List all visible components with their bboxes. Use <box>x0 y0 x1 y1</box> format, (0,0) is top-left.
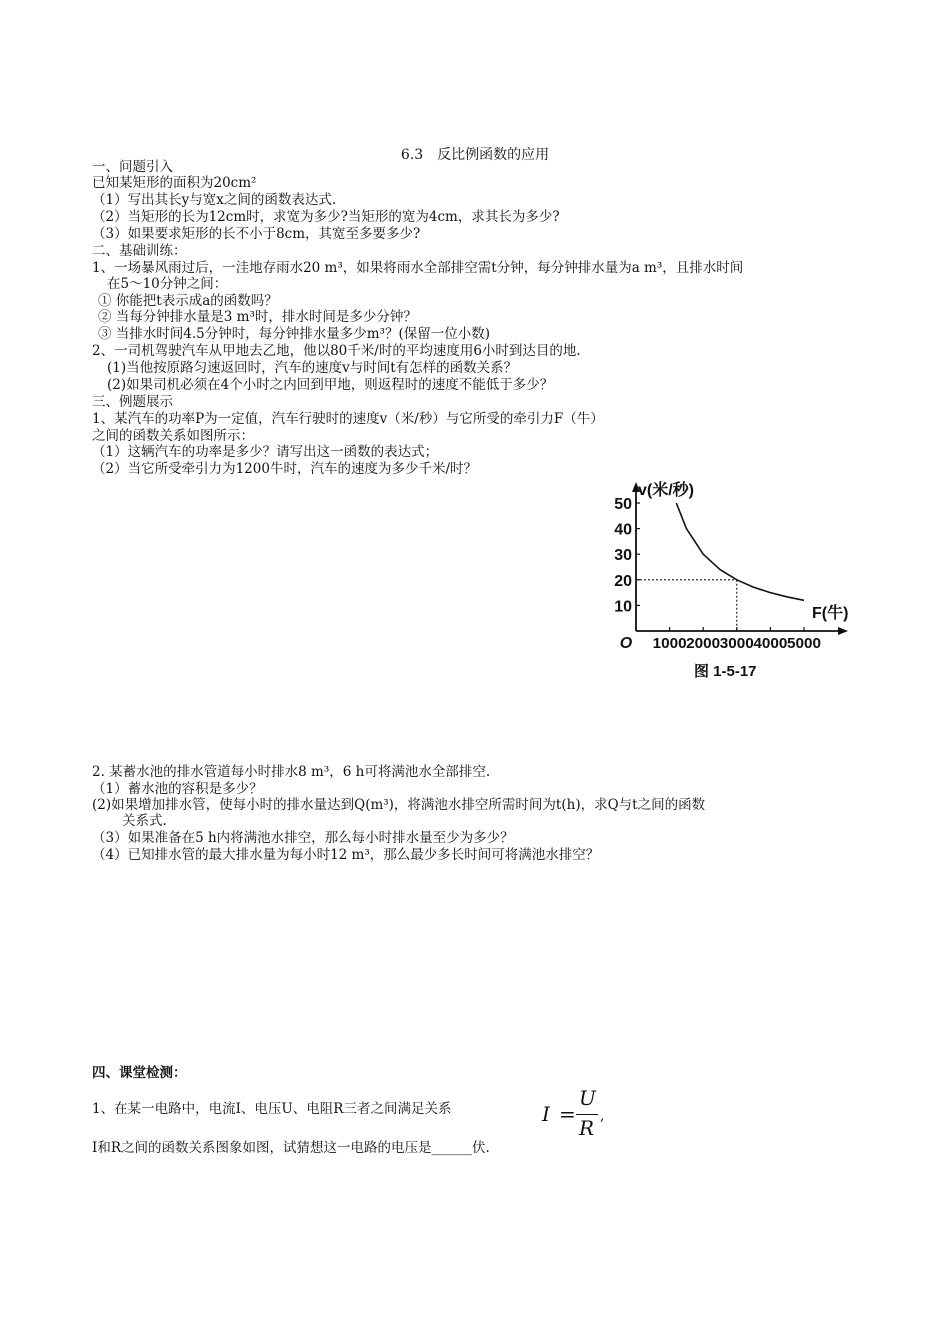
text-line: （1）蓄水池的容积是多少？ <box>92 781 263 797</box>
section-heading: 三、例题展示 <box>92 394 173 410</box>
section-heading: 二、基础训练： <box>92 243 187 259</box>
formula-numerator: U <box>579 1086 596 1110</box>
text-line: 已知某矩形的面积为20cm² <box>92 175 257 191</box>
y-tick-label: 20 <box>614 572 632 590</box>
text-line: 2、一司机驾驶汽车从甲地去乙地，他以80千米/时的平均速度用6小时到达目的地. <box>92 343 581 359</box>
x-axis-label: F(牛) <box>812 605 849 622</box>
text-line: （2）当矩形的长为12cm时，求宽为多少?当矩形的宽为4cm，求其长为多少? <box>92 209 560 225</box>
chart-caption: 图 1-5-17 <box>694 663 757 680</box>
origin-label: O <box>619 635 633 652</box>
page-title: 6.3 反比例函数的应用 <box>400 147 550 163</box>
formula-denominator: R <box>579 1116 595 1140</box>
velocity-force-chart <box>604 478 854 684</box>
x-tick-label: 4000 <box>753 635 788 652</box>
text-line: (2)如果增加排水管，使每小时的排水量达到Q(m³)，将满池水排空所需时间为t(h)，求Q与t之间的函数 <box>92 797 706 813</box>
text-line: 关系式. <box>122 813 167 829</box>
x-tick-label: 3000 <box>719 635 754 652</box>
text-line: ③ 当排水时间4.5分钟时，每分钟排水量多少m³？(保留一位小数) <box>98 326 491 342</box>
x-tick-label: 5000 <box>787 635 821 652</box>
section-heading: 四、课堂检测： <box>92 1065 187 1081</box>
formula-equals: = <box>559 1102 576 1126</box>
y-tick-label: 40 <box>614 521 632 539</box>
text-line: ① 你能把t表示成a的函数吗？ <box>98 293 278 309</box>
text-line: 在5～10分钟之间： <box>107 276 228 292</box>
text-line: （3）如果准备在5 h内将满池水排空，那么每小时排水量至少为多少？ <box>92 830 514 846</box>
text-line: （1）这辆汽车的功率是多少？请写出这一函数的表达式； <box>92 444 439 460</box>
text-line: I和R之间的函数关系图象如图，试猜想这一电路的电压是______伏. <box>92 1140 490 1156</box>
y-axis-label: v(米/秒) <box>638 482 695 499</box>
formula-comma: , <box>600 1108 605 1124</box>
text-line: （3）如果要求矩形的长不小于8cm，其宽至多要多少? <box>92 226 421 242</box>
text-line: 之间的函数关系如图所示： <box>92 428 254 444</box>
x-tick-label: 2000 <box>686 635 721 652</box>
x-tick-label: 1000 <box>652 635 687 652</box>
text-line: （1）写出其长y与宽x之间的函数表达式. <box>92 192 337 208</box>
text-line: ② 当每分钟排水量是3 m³时，排水时间是多少分钟？ <box>98 309 417 325</box>
fraction-bar <box>576 1114 598 1115</box>
text-line: 2. 某蓄水池的排水管道每小时排水8 m³，6 h可将满池水全部排空. <box>92 764 491 780</box>
text-line: （4）已知排水管的最大排水量为每小时12 m³，那么最少多长时间可将满池水排空？ <box>92 847 600 863</box>
text-line: （2）当它所受牵引力为1200牛时，汽车的速度为多少千米/时？ <box>92 461 477 477</box>
text-line: 1、某汽车的功率P为一定值，汽车行驶时的速度v（米/秒）与它所受的牵引力F（牛） <box>92 411 604 427</box>
text-line: 1、在某一电路中，电流I、电压U、电阻R三者之间满足关系 <box>92 1101 452 1117</box>
formula-lhs: I <box>542 1102 550 1126</box>
section-heading: 一、问题引入 <box>92 159 173 175</box>
text-line: 1、一场暴风雨过后，一洼地存雨水20 m³，如果将雨水全部排空需t分钟，每分钟排水量为a m³，且排水时间 <box>92 260 744 276</box>
x-axis-arrow <box>838 627 848 635</box>
y-tick-label: 50 <box>614 496 632 513</box>
text-line: (1)当他按原路匀速返回时，汽车的速度v与时间t有怎样的函数关系？ <box>107 360 518 376</box>
y-tick-label: 10 <box>614 598 632 616</box>
data-curve <box>676 503 804 600</box>
text-line: (2)如果司机必须在4个小时之内回到甲地，则返程时的速度不能低于多少？ <box>107 377 554 393</box>
ohm-law-formula <box>540 1086 604 1146</box>
y-tick-label: 30 <box>614 547 632 565</box>
